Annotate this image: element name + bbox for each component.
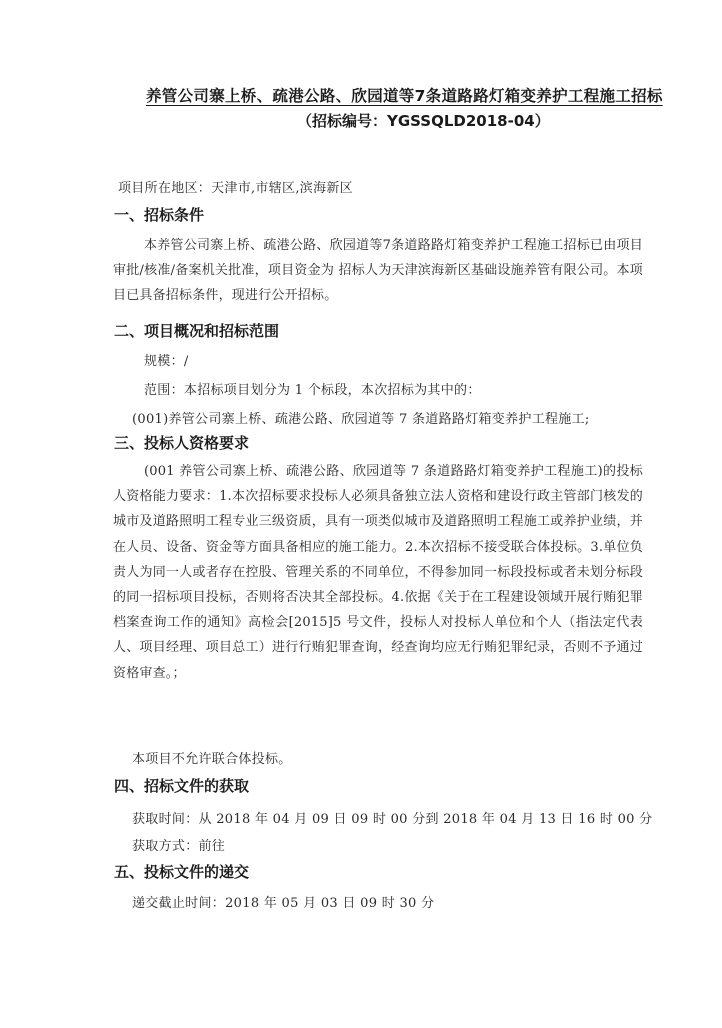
section-heading-overview: 二、项目概况和招标范围 bbox=[114, 322, 280, 340]
project-scale: 规模：/ bbox=[144, 354, 189, 369]
acquisition-method: 获取方式：前往 bbox=[132, 839, 226, 854]
section-heading-submission: 五、投标文件的递交 bbox=[114, 863, 250, 881]
consortium-note: 本项目不允许联合体投标。 bbox=[132, 752, 292, 767]
section-body-qualification: (001 养管公司寨上桥、疏港公路、欣园道等 7 条道路路灯箱变养护工程施工)的投标人资格能力要求：1.本次招标要求投标人必须具备独立法人资格和建设行政主管部门核发的城市及道路照明工程专业三级资质，具有一项类似城市及道路照明工程施工或养护业绩，并在人员、设备、资金等方面具备相应的施工能力。2.本次招标不接受联合体投标。3.单位负责人为同一人或者存在控股、管理关系的不同单位，不得参加同一标段投标或者未划分标段的同一招标项目投标，否则将否决其全部投标。4.依据《关于在工程建设领域开展行贿犯罪档案查询工作的通知》高检会[2015]5 号文件，投标人对投标人单位和个人（指法定代表人、项目经理、项目总工）进行行贿犯罪查询，经查询均应无行贿犯罪纪录，否则不予通过资格审查。； bbox=[113, 464, 643, 681]
submission-deadline: 递交截止时间：2018 年 05 月 03 日 09 时 30 分 bbox=[132, 896, 435, 911]
acquisition-time: 获取时间：从 2018 年 04 月 09 日 09 时 00 分到 2018 年 04 月 13 日 16 时 00 分 bbox=[132, 812, 653, 827]
tender-number: （招标编号：YGSSQLD2018-04） bbox=[297, 112, 550, 130]
section-heading-conditions: 一、招标条件 bbox=[114, 206, 205, 224]
document-title: 养管公司寨上桥、疏港公路、欣园道等7条道路路灯箱变养护工程施工招标 bbox=[146, 87, 663, 105]
section-heading-qualification: 三、投标人资格要求 bbox=[114, 434, 250, 452]
section-body-conditions: 本养管公司寨上桥、疏港公路、欣园道等7条道路路灯箱变养护工程施工招标已由项目审批/核准/备案机关批准，项目资金为 招标人为天津滨海新区基础设施养管有限公司。本项目已具备招标条件，现进行公开招标。 bbox=[113, 238, 643, 304]
project-location: 项目所在地区：天津市,市辖区,滨海新区 bbox=[118, 181, 353, 196]
project-scope: 范围：本招标项目划分为 1 个标段，本次招标为其中的： bbox=[144, 383, 481, 398]
lot-item: (001)养管公司寨上桥、疏港公路、欣园道等 7 条道路路灯箱变养护工程施工; bbox=[132, 412, 590, 427]
section-heading-document-acquisition: 四、招标文件的获取 bbox=[114, 777, 250, 795]
